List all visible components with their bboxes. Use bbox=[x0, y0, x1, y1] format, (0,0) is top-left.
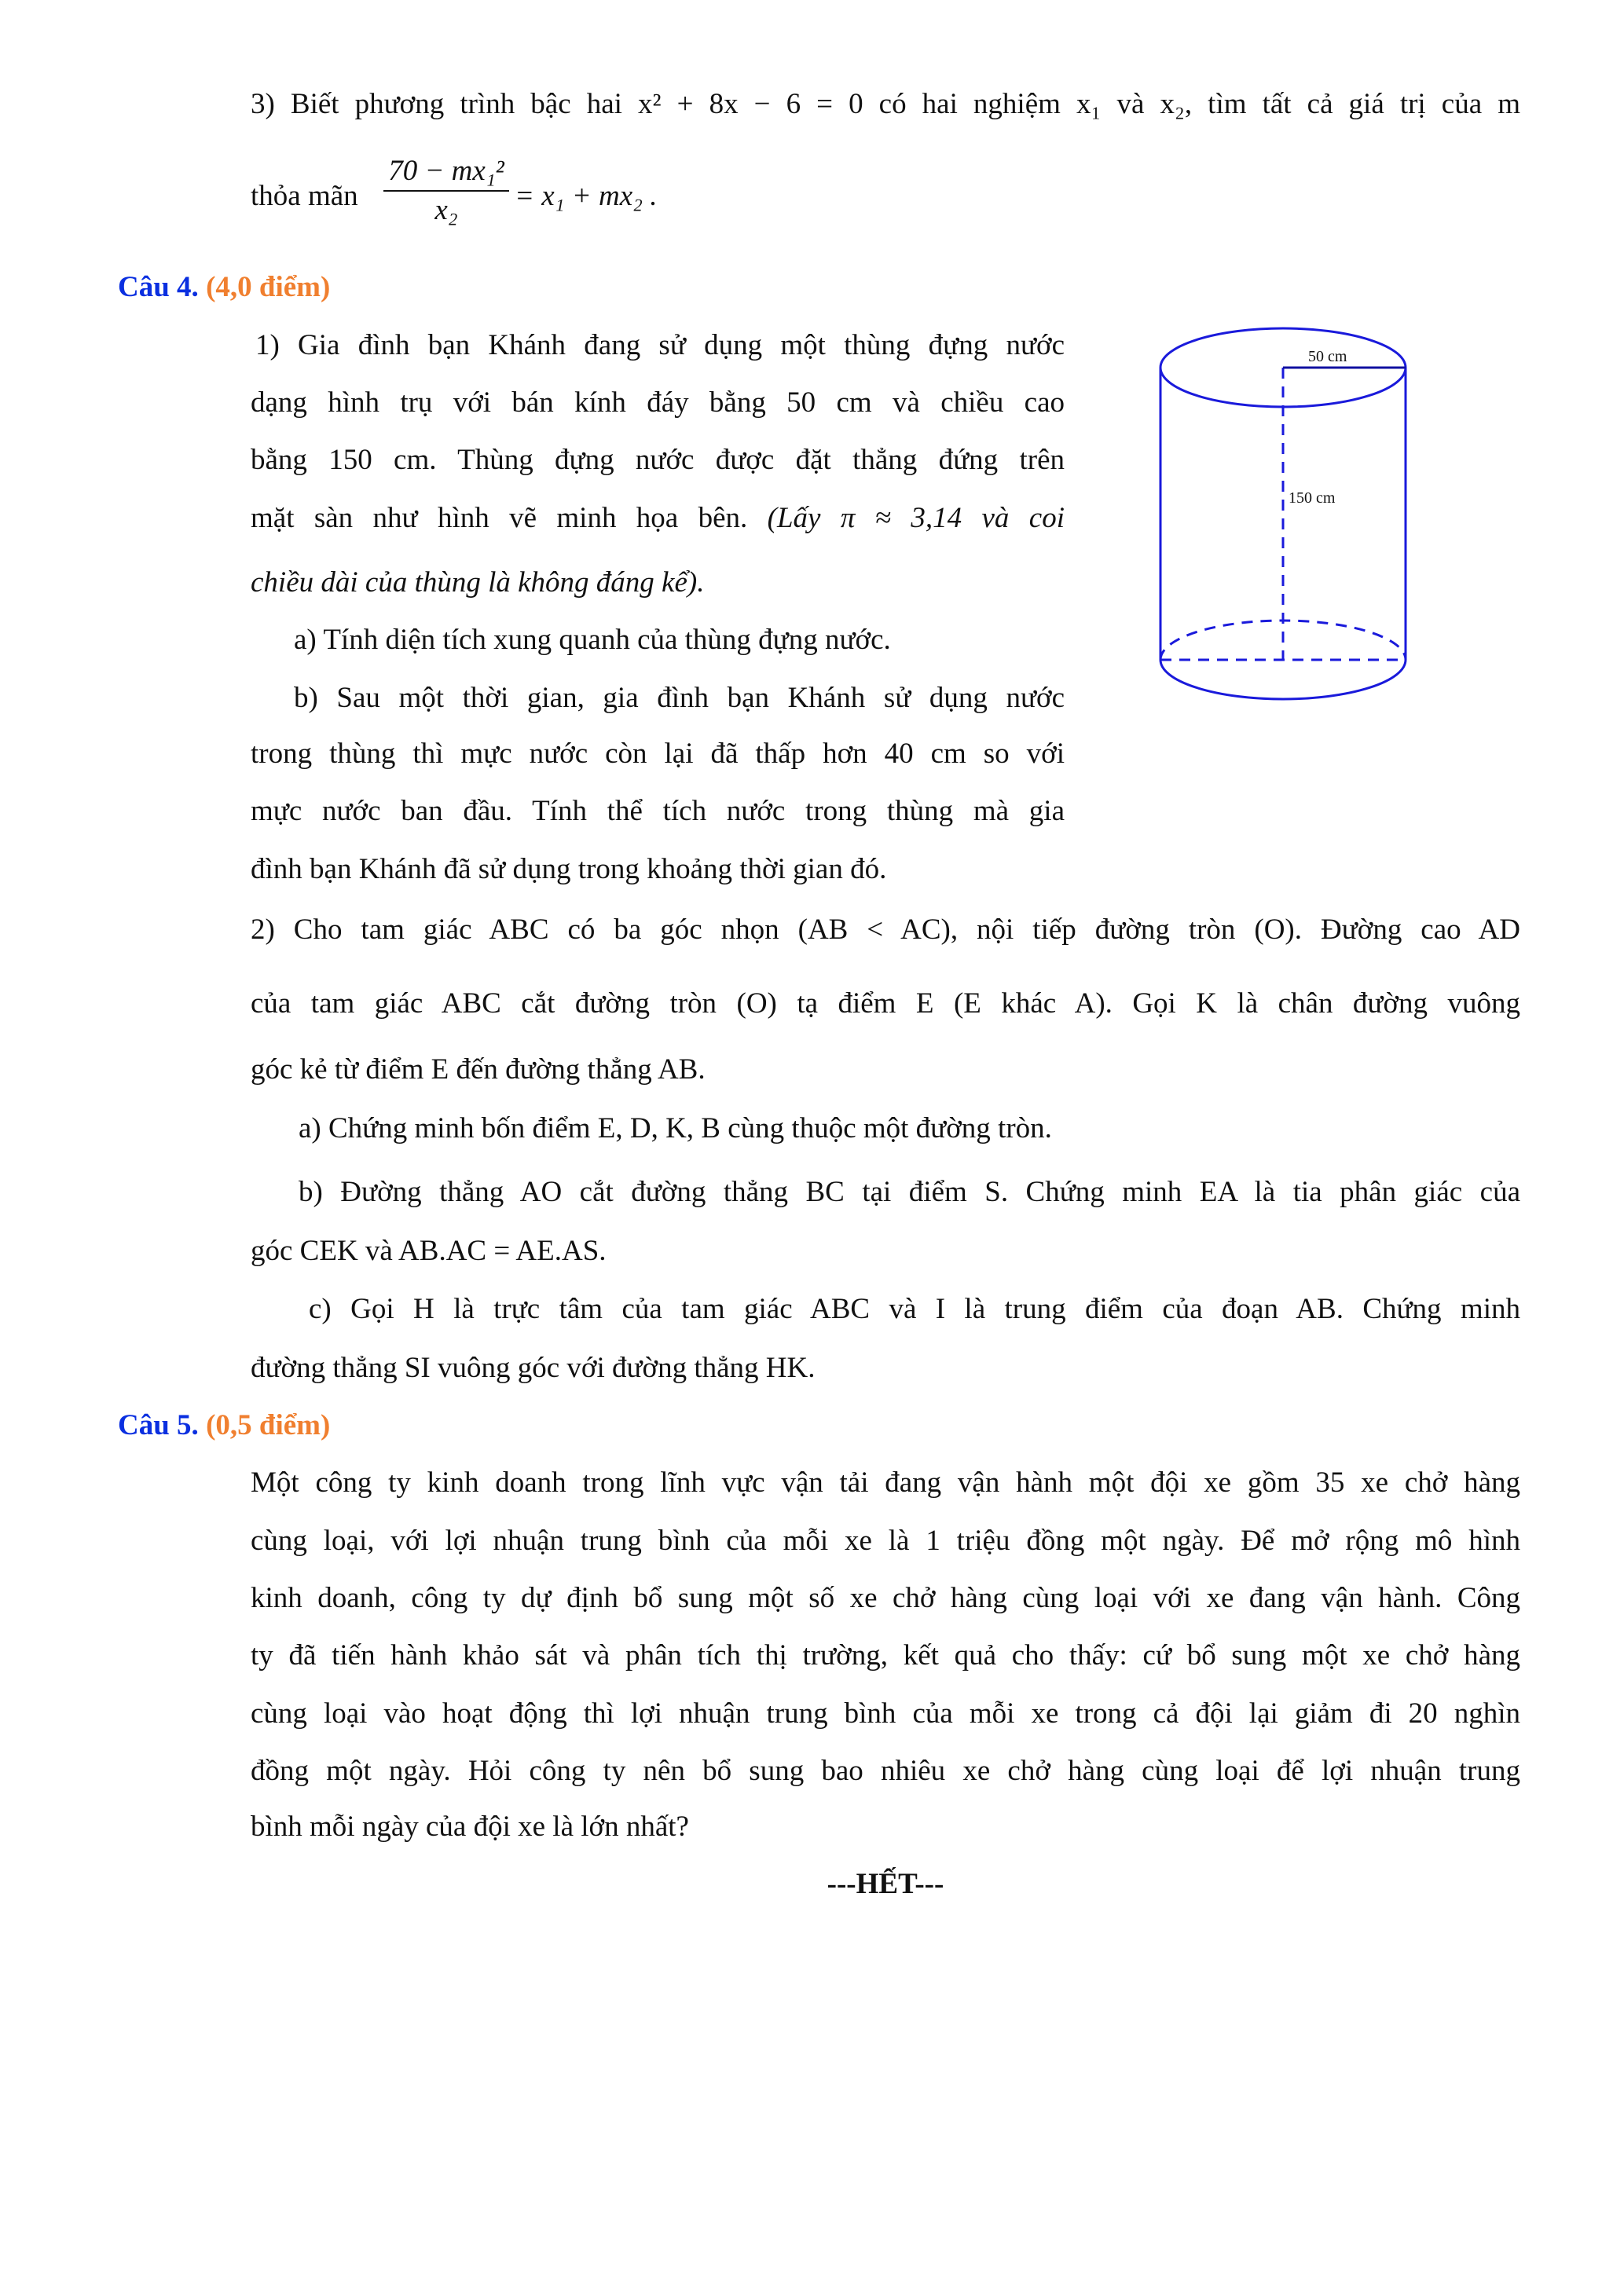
q4-part1b-line: mực nước ban đầu. Tính thể tích nước trong thùng mà gia bbox=[251, 795, 1065, 827]
q5-label: Câu 5. bbox=[118, 1409, 199, 1441]
q5-line: cùng loại vào hoạt động thì lợi nhuận trung bình của mỗi xe trong cả đội lại giảm đi 20 nghìn bbox=[251, 1697, 1520, 1730]
q5-line: đồng một ngày. Hỏi công ty nên bổ sung bao nhiêu xe chở hàng cùng loại để lợi nhuận trung bbox=[251, 1755, 1520, 1787]
q4-part1b-line: b) Sau một thời gian, gia đình bạn Khánh sử dụng nước bbox=[294, 682, 1065, 714]
radius-label: 50 cm bbox=[1308, 348, 1347, 365]
q4-part1-line4-normal: mặt sàn như hình vẽ minh họa bên. bbox=[251, 502, 748, 534]
q4-label: Câu 4. bbox=[118, 271, 199, 303]
q4-part1-line: 1) Gia đình bạn Khánh đang sử dụng một thùng đựng nước bbox=[255, 329, 1065, 361]
q5-line: cùng loại, với lợi nhuận trung bình của mỗi xe là 1 triệu đồng một ngày. Để mở rộng mô hình bbox=[251, 1525, 1520, 1557]
q4-part1-line4-italic: (Lấy π ≈ 3,14 và coi bbox=[767, 502, 1065, 534]
q5-heading bbox=[118, 1407, 330, 1445]
cylinder-figure bbox=[1147, 314, 1430, 738]
q4-part2a: a) Chứng minh bốn điểm E, D, K, B cùng thuộc một đường tròn. bbox=[299, 1112, 1052, 1144]
q4-points: (4,0 điểm) bbox=[206, 271, 331, 303]
q3-satisfy-label: thỏa mãn bbox=[251, 180, 358, 212]
q4-part1-line5: chiều dài của thùng là không đáng kể). bbox=[251, 566, 705, 599]
q4-part2b-line: b) Đường thẳng AO cắt đường thẳng BC tại điểm S. Chứng minh EA là tia phân giác của bbox=[299, 1176, 1520, 1208]
q5-line: Một công ty kinh doanh trong lĩnh vực vận tải đang vận hành một đội xe gồm 35 xe chở hàng bbox=[251, 1467, 1520, 1499]
cylinder-bottom-front bbox=[1160, 660, 1406, 699]
q5-points: (0,5 điểm) bbox=[206, 1409, 331, 1441]
q5-line: bình mỗi ngày của đội xe là lớn nhất? bbox=[251, 1811, 689, 1843]
q4-part1-line: dạng hình trụ với bán kính đáy bằng 50 cm và chiều cao bbox=[251, 386, 1065, 419]
q4-part1b-line: trong thùng thì mực nước còn lại đã thấp hơn 40 cm so với bbox=[251, 738, 1065, 770]
fraction-numerator: 70 − mx₁² bbox=[388, 155, 504, 187]
q4-part1a: a) Tính diện tích xung quanh của thùng đựng nước. bbox=[294, 624, 891, 656]
q4-part2-line: góc kẻ từ điểm E đến đường thẳng AB. bbox=[251, 1053, 706, 1086]
fraction-bar bbox=[383, 190, 509, 192]
q4-part1-line: bằng 150 cm. Thùng đựng nước được đặt thẳng đứng trên bbox=[251, 444, 1065, 476]
q5-line: kinh doanh, công ty dự định bổ sung một số xe chở hàng cùng loại với xe đang vận hành. Công bbox=[251, 1582, 1520, 1614]
q4-part1-line bbox=[251, 500, 1065, 537]
q4-heading bbox=[118, 269, 330, 306]
q4-part2c-line: c) Gọi H là trực tâm của tam giác ABC và I là trung điểm của đoạn AB. Chứng minh bbox=[309, 1293, 1520, 1325]
q4-part2-line: của tam giác ABC cắt đường tròn (O) tạ điểm E (E khác A). Gọi K là chân đường vuông bbox=[251, 987, 1520, 1020]
fraction-denominator: x₂ bbox=[434, 194, 458, 226]
q4-part2b-line: góc CEK và AB.AC = AE.AS. bbox=[251, 1235, 607, 1267]
q5-line: ty đã tiến hành khảo sát và phân tích thị trường, kết quả cho thấy: cứ bổ sung một xe chở hàng bbox=[251, 1639, 1520, 1672]
fraction-rhs: = x₁ + mx₂ . bbox=[515, 180, 658, 212]
q4-part1b-line: đình bạn Khánh đã sử dụng trong khoảng thời gian đó. bbox=[251, 853, 887, 885]
q3-part3-line1: 3) Biết phương trình bậc hai x² + 8x − 6 = 0 có hai nghiệm x₁ và x₂, tìm tất cả giá trị của m bbox=[251, 88, 1520, 120]
end-marker: ---HẾT--- bbox=[827, 1868, 944, 1900]
fraction bbox=[383, 154, 509, 228]
q4-part2c-line: đường thẳng SI vuông góc với đường thẳng HK. bbox=[251, 1352, 816, 1384]
height-label: 150 cm bbox=[1289, 489, 1336, 507]
q4-part2-line: 2) Cho tam giác ABC có ba góc nhọn (AB < AC), nội tiếp đường tròn (O). Đường cao AD bbox=[251, 914, 1520, 946]
